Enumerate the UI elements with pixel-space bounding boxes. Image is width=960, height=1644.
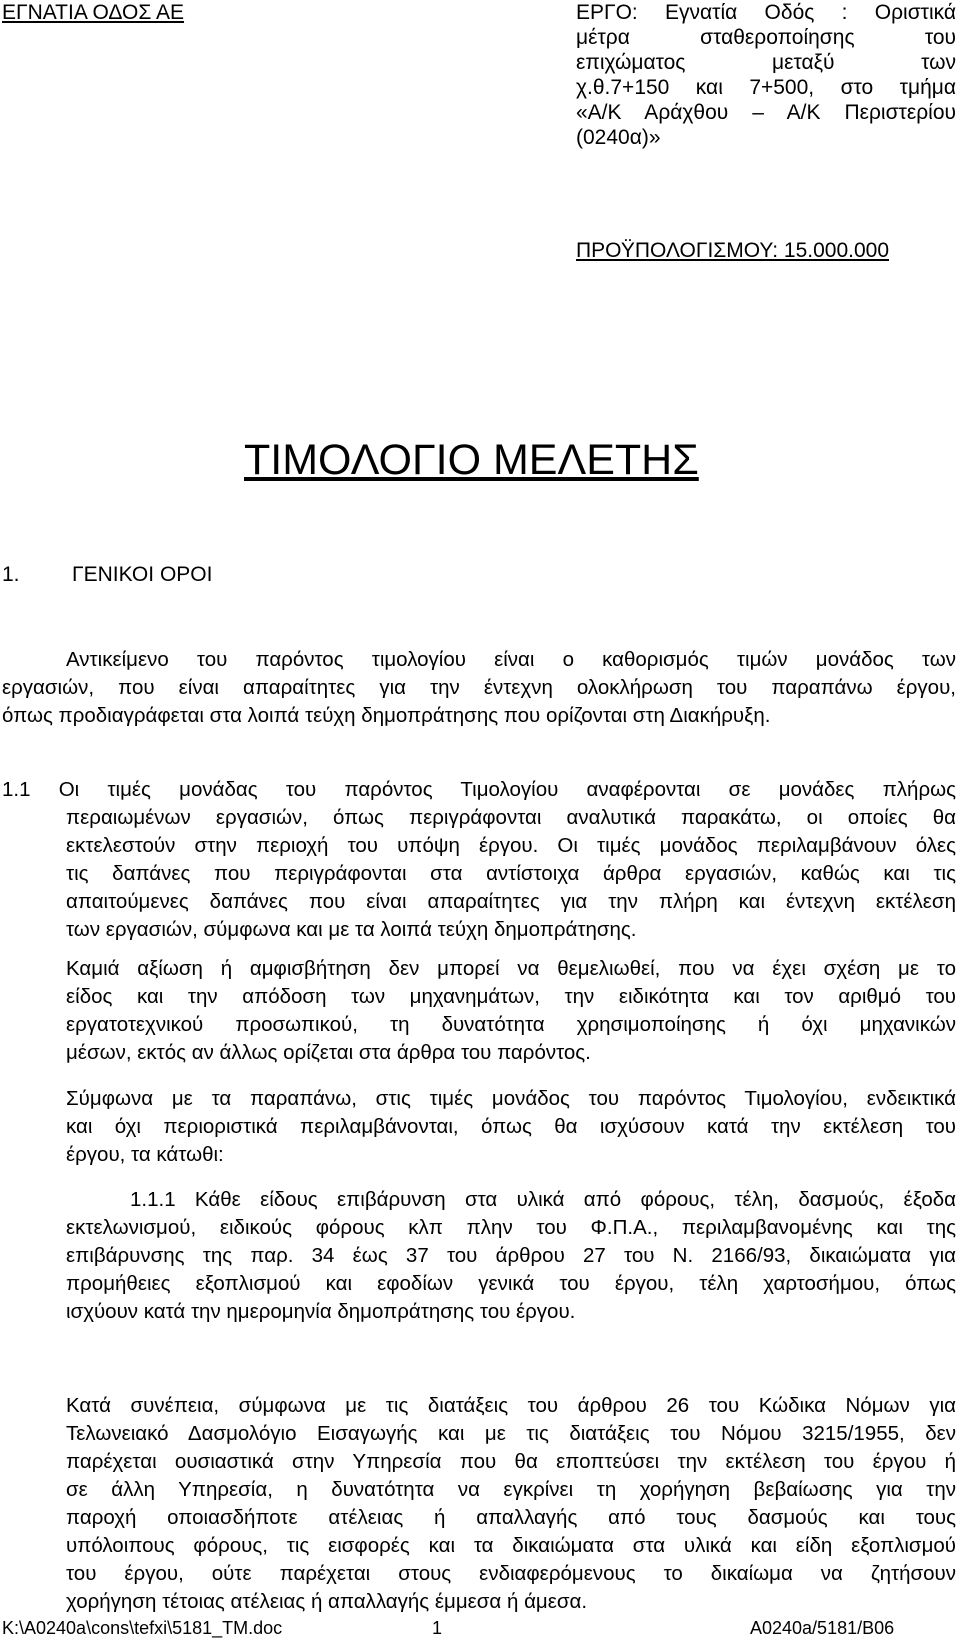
paragraph-line: παροχή οποιασδήποτε ατέλειας ή απαλλαγής από τους δασμούς και τους: [66, 1506, 956, 1529]
paragraph-line: τις δαπάνες που περιγράφονται στα αντίστοιχα άρθρα εργασιών, καθώς και τις: [66, 862, 956, 885]
paragraph-line: Κατά συνέπεια, σύμφωνα με τις διατάξεις του άρθρου 26 του Κώδικα Νόμων για: [66, 1394, 956, 1417]
paragraph-line: Αντικείμενο του παρόντος τιμολογίου είναι ο καθορισμός τιμών μονάδος των: [66, 648, 956, 671]
paragraph: [2, 776, 956, 944]
paragraph-line: υπόλοιπους φόρους, τις εισφορές και τα δικαιώματα στα υλικά και είδη εξοπλισμού: [66, 1534, 956, 1557]
paragraph: [66, 1392, 956, 1616]
section-number: 1.: [2, 563, 20, 586]
footer-file-path: K:\A0240a\cons\tefxi\5181_TM.doc: [2, 1618, 283, 1638]
paragraph-line: επιβάρυνσης της παρ. 34 έως 37 του άρθρου 27 του Ν. 2166/93, δικαιώματα για: [66, 1244, 956, 1267]
paragraph-line: έργου, τα κάτωθι:: [66, 1143, 224, 1166]
paragraph-line: προμήθειες εξοπλισμού και εφοδίων γενικά του έργου, τέλη χαρτοσήμου, όπως: [66, 1272, 956, 1295]
paragraph-line: Καμιά αξίωση ή αμφισβήτηση δεν μπορεί να θεμελιωθεί, που να έχει σχέση με το: [66, 957, 956, 980]
paragraph-line: παρέχεται ουσιαστικά στην Υπηρεσία που θα εποπτεύσει την εκτέλεση του έργου ή: [66, 1450, 956, 1473]
paragraph-line: μέσων, εκτός αν άλλως ορίζεται στα άρθρα του παρόντος.: [66, 1041, 591, 1064]
paragraph-line: ισχύουν κατά την ημερομηνία δημοπράτησης του έργου.: [66, 1300, 576, 1323]
paragraph: [2, 646, 956, 730]
paragraph: [66, 955, 956, 1067]
paragraph-line: των εργασιών, σύμφωνα και με τα λοιπά τεύχη δημοπράτησης.: [66, 918, 637, 941]
paragraph-line: όπως προδιαγράφεται στα λοιπά τεύχη δημοπράτησης που ορίζονται στη Διακήρυξη.: [2, 704, 771, 727]
paragraph-line: 1.1 Οι τιμές μονάδας του παρόντος Τιμολογίου αναφέρονται σε μονάδες πλήρως: [2, 778, 956, 801]
paragraph-line: εργατοτεχνικού προσωπικού, τη δυνατότητα χρησιμοποίησης ή όχι μηχανικών: [66, 1013, 956, 1036]
budget-line: ΠΡΟΫΠΟΛΟΓΙΣΜΟΥ: 15.000.000: [576, 239, 890, 262]
project-line: επιχώματος μεταξύ των: [576, 51, 956, 74]
paragraph-line: Τελωνειακό Δασμολόγιο Εισαγωγής και με τις διατάξεις του Νόμου 3215/1955, δεν: [66, 1422, 956, 1445]
paragraph-line: εκτελεστούν στην περιοχή του υπόψη έργου. Οι τιμές μονάδος περιλαμβάνουν όλες: [66, 834, 956, 857]
project-description: [576, 0, 956, 150]
paragraph-line: εκτελωνισμού, ειδικούς φόρους κλπ πλην του Φ.Π.Α., περιλαμβανομένης και της: [66, 1216, 956, 1239]
paragraph-line: εργασιών, που είναι απαραίτητες για την έντεχνη ολοκλήρωση του παραπάνω έργου,: [2, 676, 956, 699]
paragraph-line: και όχι περιοριστικά περιλαμβάνονται, όπως θα ισχύσουν κατά την εκτέλεση του: [66, 1115, 956, 1138]
project-line: ΕΡΓΟ: Εγνατία Οδός : Οριστικά: [576, 1, 956, 24]
project-line: «Α/Κ Αράχθου – Α/Κ Περιστερίου: [576, 101, 956, 124]
paragraph-line: χορήγηση τέτοιας ατέλειας ή απαλλαγής έμμεσα ή άμεσα.: [66, 1590, 588, 1613]
paragraph-line: Σύμφωνα με τα παραπάνω, στις τιμές μονάδος του παρόντος Τιμολογίου, ενδεικτικά: [66, 1087, 956, 1110]
paragraph-line: είδος και την απόδοση των μηχανημάτων, την ειδικότητα και τον αριθμό του: [66, 985, 956, 1008]
footer-page-number: 1: [432, 1618, 443, 1638]
paragraph: [66, 1186, 956, 1326]
paragraph-line: περαιωμένων εργασιών, όπως περιγράφονται αναλυτικά παρακάτω, οι οποίες θα: [66, 806, 956, 829]
paragraph-line: απαιτούμενες δαπάνες που είναι απαραίτητες για την πλήρη και έντεχνη εκτέλεση: [66, 890, 956, 913]
paragraph-line: 1.1.1 Κάθε είδους επιβάρυνση στα υλικά από φόρους, τέλη, δασμούς, έξοδα: [130, 1188, 956, 1211]
footer-document-code: A0240a/5181/B06: [750, 1618, 895, 1638]
project-line: μέτρα σταθεροποίησης του: [576, 26, 956, 49]
paragraph: [66, 1085, 956, 1169]
organization-name: ΕΓΝΑΤΙΑ ΟΔΟΣ ΑΕ: [2, 1, 185, 24]
section-title: ΓΕΝΙΚΟΙ ΟΡΟΙ: [72, 563, 213, 586]
paragraph-line: σε άλλη Υπηρεσία, η δυνατότητα να εγκρίνει τη χορήγηση βεβαίωσης για την: [66, 1478, 956, 1501]
project-line: (0240α)»: [576, 126, 661, 149]
paragraph-line: του έργου, ούτε παρέχεται στους ενδιαφερόμενους το δικαίωμα να ζητήσουν: [66, 1562, 956, 1585]
document-title: ΤΙΜΟΛΟΓΙΟ ΜΕΛΕΤΗΣ: [244, 436, 699, 484]
project-line: χ.θ.7+150 και 7+500, στο τμήμα: [576, 76, 956, 99]
section-heading: [2, 562, 212, 587]
